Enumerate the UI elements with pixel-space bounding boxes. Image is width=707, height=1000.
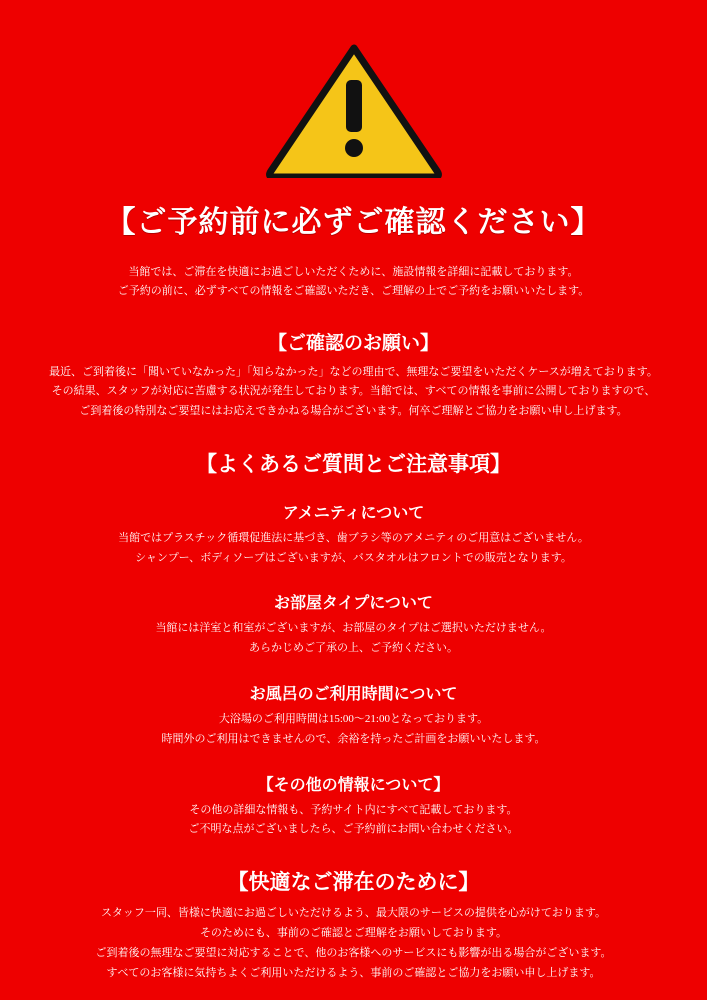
section-confirmation-request [40, 328, 667, 422]
closing-line: ご到着後の無理なご要望に対応することで、他のお客様へのサービスにも影響が出る場合がございます。 [95, 946, 612, 959]
faq-line: 当館には洋室と和室がございますが、お部屋のタイプはご選択いただけません。 [155, 622, 552, 635]
faq-line: あらかじめご了承の上、ご予約ください。 [249, 642, 458, 655]
closing-body [40, 904, 667, 983]
section-heading: 【ご確認のお願い】 [267, 332, 439, 354]
faq-line: その他の詳細な情報も、予約サイト内にすべて記載しております。 [189, 803, 518, 816]
faq-item-other-info [40, 772, 667, 841]
faq-heading: 【よくあるご質問とご注意事項】 [196, 451, 511, 476]
faq-item-heading: アメニティについて [282, 504, 425, 522]
section-line: 最近、ご到着後に「聞いていなかった」「知らなかった」などの理由で、無理なご要望をいただくケースが増えております。 [49, 365, 658, 378]
intro-paragraph [40, 263, 667, 302]
faq-line: 大浴場のご利用時間は15:00〜21:00となっております。 [218, 713, 489, 726]
faq-item-room-type [40, 590, 667, 659]
section-line: その結果、スタッフが対応に苦慮する状況が発生しております。当館では、すべての情報を事前に公開しておりますので、 [51, 385, 656, 398]
faq-item-heading: お部屋タイプについて [274, 595, 433, 613]
closing-heading: 【快適なご滞在のために】 [227, 870, 480, 895]
faq-line: ご不明な点がございましたら、ご予約前にお問い合わせください。 [188, 823, 519, 836]
page-title: 【ご予約前に必ずご確認ください】 [105, 206, 602, 239]
closing-line: スタッフ一同、皆様に快適にお過ごしいただけるよう、最大限のサービスの提供を心がけております。 [100, 907, 607, 920]
faq-item-heading: 【その他の情報について】 [257, 776, 450, 794]
faq-item-amenity [40, 500, 667, 569]
faq-line: 時間外のご利用はできませんので、余裕を持ったご計画をお願いいたします。 [161, 732, 546, 745]
faq-item-body [40, 619, 667, 659]
section-body [40, 363, 667, 422]
faq-line: 当館ではプラスチック循環促進法に基づき、歯ブラシ等のアメニティのご用意はございません。 [118, 531, 589, 544]
intro-line: ご予約の前に、必ずすべての情報をご確認いただき、ご理解の上でご予約をお願いいたします。 [117, 285, 590, 298]
faq-item-body [40, 710, 667, 750]
faq-item-bath-hours [40, 681, 667, 750]
section-line: ご到着後の特別なご要望にはお応えできかねる場合がございます。何卒ご理解とご協力をお願い申し上げます。 [79, 405, 628, 418]
warning-icon-container [40, 0, 667, 183]
faq-item-body [40, 529, 667, 569]
warning-triangle-exclamation-icon [264, 38, 444, 178]
faq-line: シャンプー、ボディソープはございますが、バスタオルはフロントでの販売となります。 [135, 551, 572, 564]
closing-line: すべてのお客様に気持ちよくご利用いただけるよう、事前のご確認とご協力をお願い申し上げます。 [106, 966, 601, 979]
section-faq [40, 448, 667, 840]
closing-line: そのためにも、事前のご確認とご理解をお願いしております。 [199, 927, 508, 940]
faq-item-heading: お風呂のご利用時間について [249, 686, 458, 704]
intro-line: 当館では、ご滞在を快適にお過ごしいただくために、施設情報を詳細に記載しております。 [128, 266, 579, 278]
section-closing [40, 866, 667, 983]
faq-item-body [40, 801, 667, 841]
